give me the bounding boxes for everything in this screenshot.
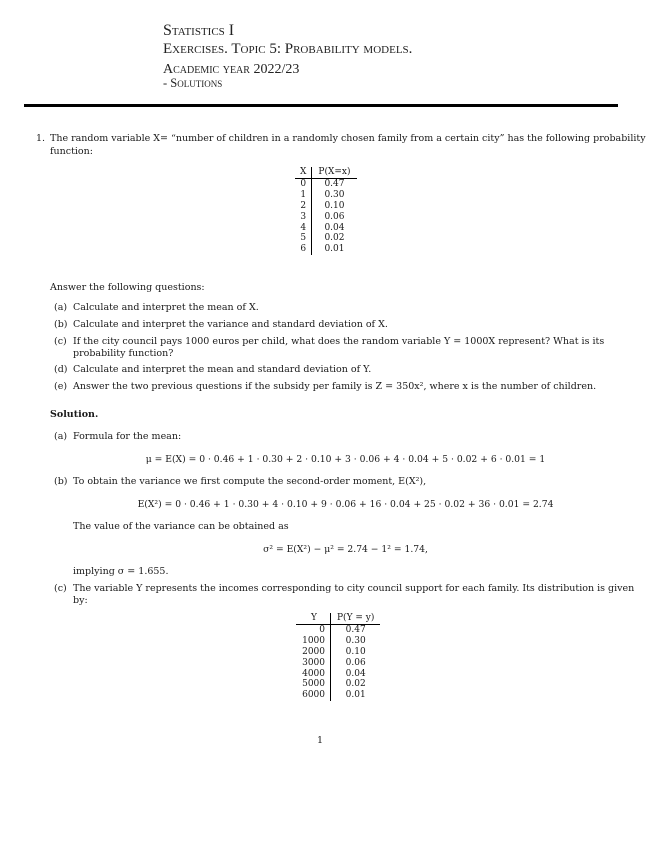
item-label: (d) — [54, 364, 68, 375]
table-cell-value: 4000 — [296, 669, 331, 680]
table-cell-probability: 0.04 — [345, 668, 366, 679]
item-text-cont: probability function? — [73, 348, 174, 359]
table-row — [296, 636, 380, 647]
table-row — [296, 647, 380, 658]
table-cell-value: 3000 — [296, 658, 331, 669]
solution-heading: Solution. — [50, 409, 99, 420]
table-row — [295, 244, 357, 255]
item-text: Calculate and interpret the variance and standard deviation of X. — [73, 319, 388, 330]
item-label: (e) — [54, 381, 68, 392]
solution-b-text2: The value of the variance can be obtained as — [73, 521, 289, 532]
item-text: If the city council pays 1000 euros per child, what does the random variable Y = 1000X represent? What is its — [73, 336, 605, 347]
exercises-title: Exercises. Topic 5: Probability models. — [163, 41, 413, 57]
probability-table-y — [296, 613, 380, 701]
question-text-line1: The random variable X= “number of children in a randomly chosen family from a certain city” has the following probability — [50, 133, 646, 144]
table-cell-probability: 0.10 — [324, 200, 345, 211]
table-header: P(Y = y) — [331, 613, 381, 624]
table-cell-value: 2 — [295, 201, 312, 212]
item-label: (a) — [54, 302, 68, 313]
table-cell-value: 5000 — [296, 679, 331, 690]
item-text: Answer the two previous questions if the subsidy per family is Z = 350x², where x is the number of children. — [73, 381, 597, 392]
table-row — [295, 178, 357, 189]
question-number: 1. — [36, 133, 46, 144]
table-row — [295, 201, 357, 212]
table-cell-value: 2000 — [296, 647, 331, 658]
table-cell-value: 0 — [295, 178, 312, 189]
solution-c-text2: by: — [73, 595, 88, 606]
solutions-label: - Solutions — [163, 76, 223, 90]
answer-intro: Answer the following questions: — [50, 282, 205, 293]
solution-c-text1: The variable Y represents the incomes corresponding to city council support for each family. Its distribution is given — [73, 583, 635, 594]
table-cell-probability: 0.04 — [324, 222, 345, 233]
table-cell-probability: 0.06 — [324, 211, 345, 222]
table-cell-value: 1 — [295, 190, 312, 201]
variance-formula: σ² = E(X²) − μ² = 2.74 − 1² = 1.74, — [263, 544, 428, 555]
item-label: (b) — [54, 319, 68, 330]
table-row — [295, 212, 357, 223]
table-cell-probability: 0.01 — [345, 690, 366, 701]
table-row — [296, 669, 380, 680]
table-row — [296, 690, 380, 701]
item-label: (c) — [54, 336, 67, 347]
table-cell-probability: 0.01 — [324, 244, 345, 255]
question-text-line2: function: — [50, 146, 93, 157]
table-cell-value: 6 — [295, 244, 312, 255]
table-cell-probability: 0.06 — [345, 657, 366, 668]
solution-b-text: To obtain the variance we first compute the second-order moment, E(X²), — [73, 476, 427, 487]
table-cell-probability: 0.47 — [324, 178, 345, 189]
course-title: Statistics I — [163, 22, 235, 39]
table-row — [296, 658, 380, 669]
table-header: P(X=x) — [312, 167, 357, 178]
table-cell-value: 1000 — [296, 636, 331, 647]
table-row — [295, 233, 357, 244]
solution-c-label: (c) — [54, 583, 67, 594]
table-cell-probability: 0.30 — [324, 189, 345, 200]
second-moment-formula: E(X²) = 0 · 0.46 + 1 · 0.30 + 4 · 0.10 + 9 · 0.06 + 16 · 0.04 + 25 · 0.02 + 36 · 0.01 = 2.74 — [137, 499, 554, 510]
academic-year: Academic year 2022/23 — [163, 62, 300, 77]
table-header: X — [295, 167, 312, 178]
table-cell-probability: 0.02 — [345, 679, 366, 690]
table-cell-value: 3 — [295, 212, 312, 223]
solution-b-text3: implying σ = 1.655. — [73, 566, 169, 577]
probability-table-x — [295, 167, 357, 255]
table-cell-probability: 0.10 — [345, 646, 366, 657]
table-cell-probability: 0.02 — [324, 233, 345, 244]
table-row — [296, 624, 380, 635]
header-rule — [24, 104, 618, 107]
table-row — [295, 190, 357, 201]
table-cell-probability: 0.30 — [345, 635, 366, 646]
solution-a-text: Formula for the mean: — [73, 431, 182, 442]
table-cell-value: 4 — [295, 223, 312, 234]
item-text: Calculate and interpret the mean of X. — [73, 302, 259, 313]
mean-formula: μ = E(X) = 0 · 0.46 + 1 · 0.30 + 2 · 0.10 + 3 · 0.06 + 4 · 0.04 + 5 · 0.02 + 6 · 0.01 = 1 — [145, 454, 546, 465]
page-number: 1 — [316, 735, 324, 746]
table-row — [296, 679, 380, 690]
table-cell-probability: 0.47 — [345, 624, 366, 635]
table-cell-value: 0 — [296, 624, 331, 635]
item-text: Calculate and interpret the mean and standard deviation of Y. — [73, 364, 372, 375]
table-cell-value: 6000 — [296, 690, 331, 701]
solution-b-label: (b) — [54, 476, 68, 487]
table-header: Y — [296, 613, 331, 624]
solution-a-label: (a) — [54, 431, 68, 442]
table-row — [295, 223, 357, 234]
table-cell-value: 5 — [295, 233, 312, 244]
